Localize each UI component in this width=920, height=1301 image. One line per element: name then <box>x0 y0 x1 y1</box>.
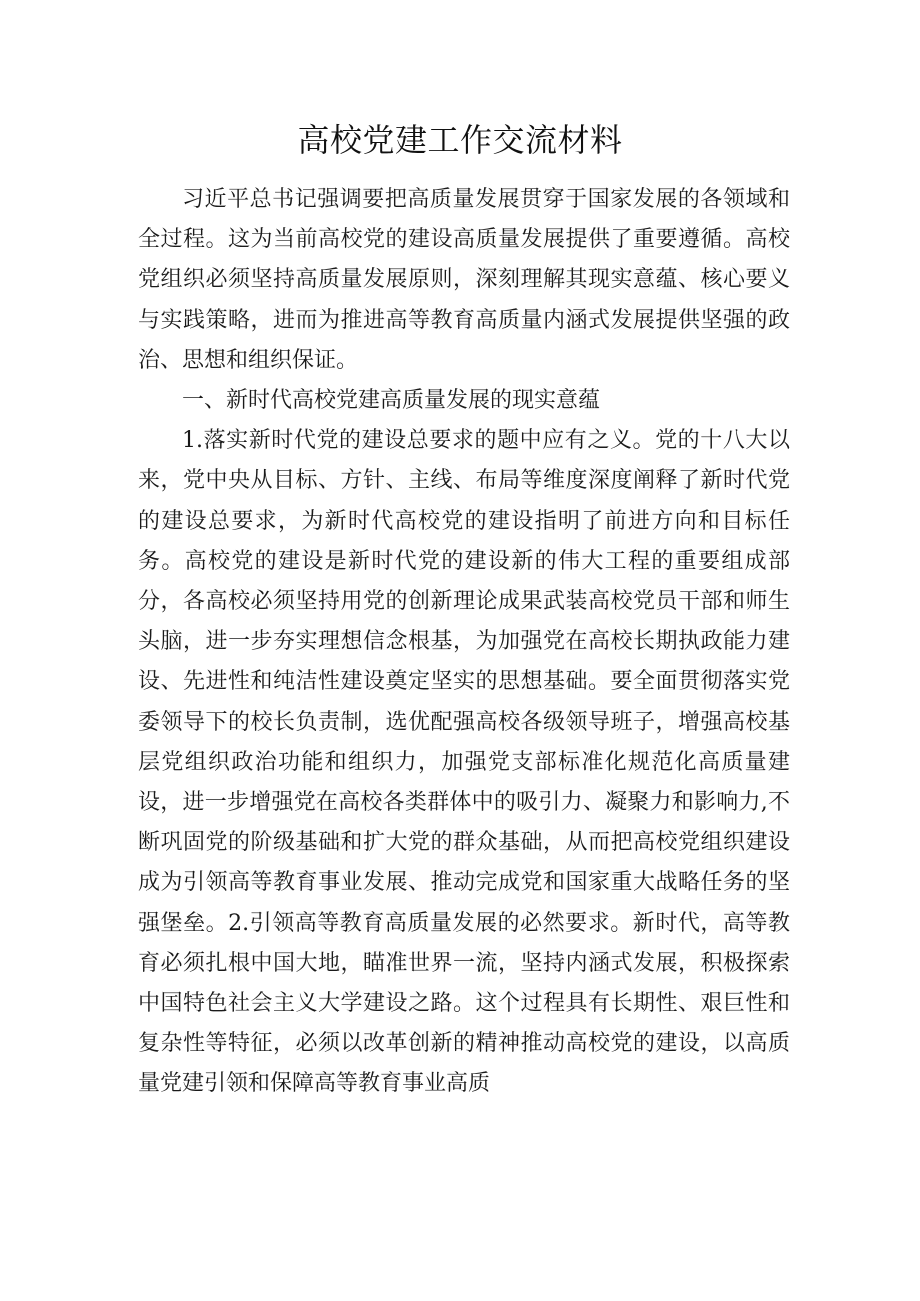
paragraph-section-1-body: 1.落实新时代党的建设总要求的题中应有之义。党的十八大以来，党中央从目标、方针、主线、布局等维度深度阐释了新时代党的建设总要求，为新时代高校党的建设指明了前进方向和目标任务。高校党的建设是新时代党的建设新的伟大工程的重要组成部分，各高校必须坚持用党的创新理论成果武装高校党员干部和师生头脑，进一步夯实理想信念根基，为加强党在高校长期执政能力建设、先进性和纯洁性建设奠定坚实的思想基础。要全面贯彻落实党委领导下的校长负责制，选优配强高校各级领导班子，增强高校基层党组织政治功能和组织力，加强党支部标准化规范化高质量建设，进一步增强党在高校各类群体中的吸引力、凝聚力和影响力,不断巩固党的阶级基础和扩大党的群众基础，从而把高校党组织建设成为引领高等教育事业发展、推动完成党和国家重大战略任务的坚强堡垒。2.引领高等教育高质量发展的必然要求。新时代，高等教育必须扎根中国大地，瞄准世界一流，坚持内涵式发展，积极探索中国特色社会主义大学建设之路。这个过程具有长期性、艰巨性和复杂性等特征，必须以改革创新的精神推动高校党的建设，以高质量党建引领和保障高等教育事业高质 <box>138 428 790 1097</box>
paragraph-intro: 习近平总书记强调要把高质量发展贯穿于国家发展的各领域和全过程。这为当前高校党的建设高质量发展提供了重要遵循。高校党组织必须坚持高质量发展原则，深刻理解其现实意蕴、核心要义与实践策略，进而为推进高等教育高质量内涵式发展提供坚强的政治、思想和组织保证。 <box>138 187 790 373</box>
document-title: 高校党建工作交流材料 <box>297 121 623 159</box>
section-heading-1: 一、新时代高校党建高质量发展的现实意蕴 <box>182 388 601 414</box>
document-body <box>138 180 790 1105</box>
